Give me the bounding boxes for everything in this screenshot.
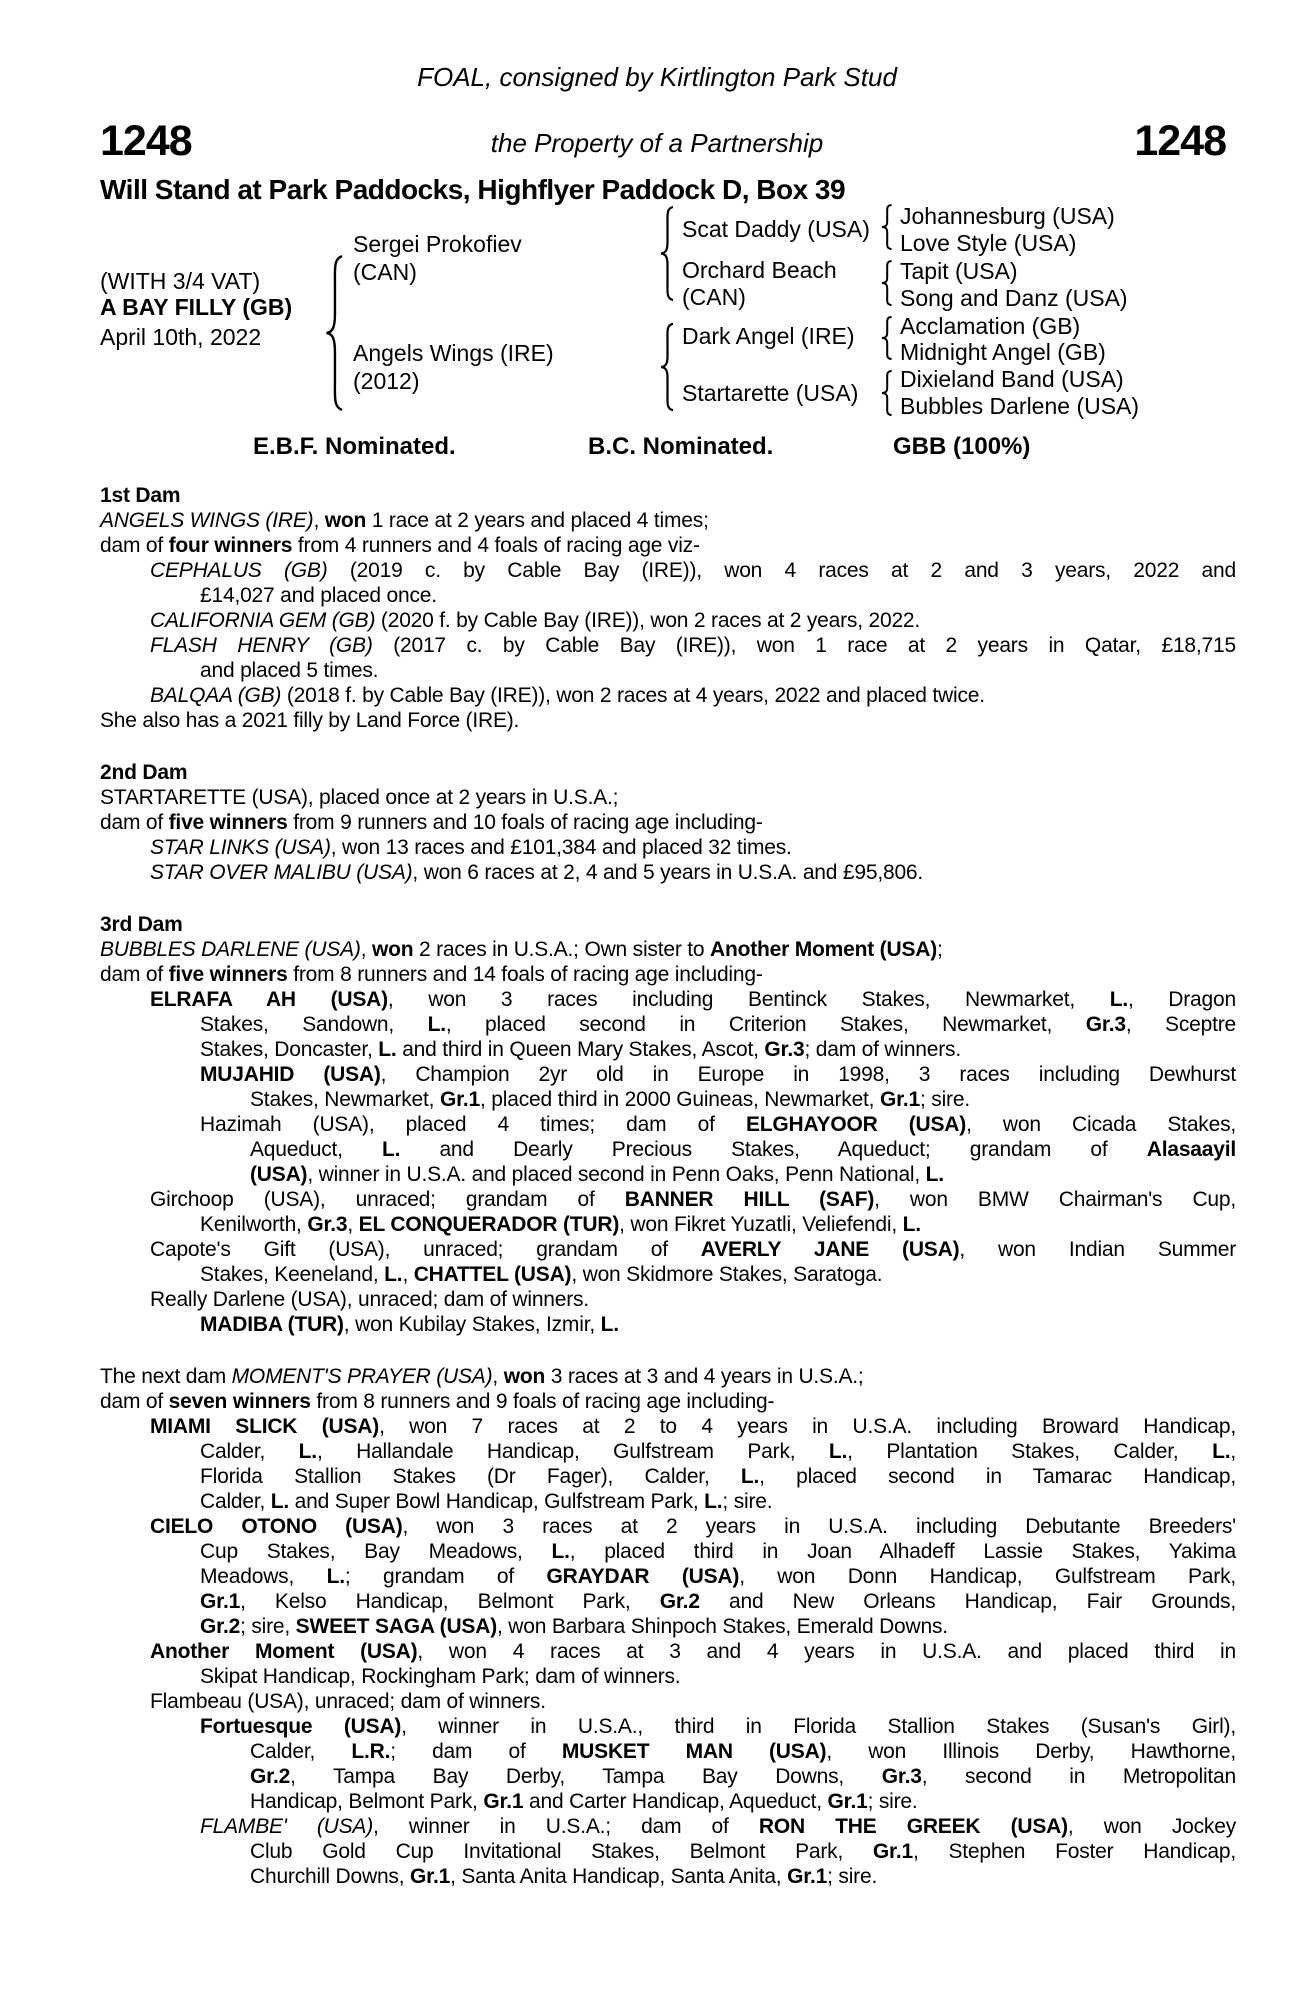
catalogue-line: CALIFORNIA GEM (GB) (2020 f. by Cable Bay (IRE)), won 2 races at 2 years, 2022. <box>150 609 921 632</box>
catalogue-line: Fortuesque (USA), winner in U.S.A., third in Florida Stallion Stakes (Susan's Girl), <box>200 1715 1236 1738</box>
pedigree-ancestor: Song and Danz (USA) <box>900 285 1128 311</box>
brace-left-icon <box>878 260 894 306</box>
pedigree-ancestor: Dark Angel (IRE) <box>682 323 855 349</box>
pedigree-section <box>100 483 1236 733</box>
catalogue-line: Another Moment (USA), won 4 races at 3 and 4 years in U.S.A. and placed third in <box>150 1640 1236 1663</box>
section-heading: 3rd Dam <box>100 913 183 936</box>
catalogue-body <box>100 483 1236 1889</box>
catalogue-line: Capote's Gift (USA), unraced; grandam of AVERLY JANE (USA), won Indian Summer <box>150 1238 1236 1261</box>
catalogue-line: FLAMBE' (USA), winner in U.S.A.; dam of RON THE GREEK (USA), won Jockey <box>200 1815 1237 1838</box>
pedigree-ancestor: (CAN) <box>682 284 746 310</box>
pedigree-ancestor: Tapit (USA) <box>900 258 1018 284</box>
brace-left-icon <box>878 370 894 416</box>
catalogue-line: Stakes, Newmarket, Gr.1, placed third in 2000 Guineas, Newmarket, Gr.1; sire. <box>250 1088 970 1111</box>
foaling-date: April 10th, 2022 <box>100 324 262 350</box>
catalogue-line: dam of five winners from 8 runners and 14 foals of racing age including- <box>100 963 763 986</box>
consignment-line: FOAL, consigned by Kirtlington Park Stud <box>417 62 897 92</box>
catalogue-line: Gr.1, Kelso Handicap, Belmont Park, Gr.2 and New Orleans Handicap, Fair Grounds, <box>200 1590 1236 1613</box>
catalogue-line: dam of seven winners from 8 runners and 9 foals of racing age including- <box>100 1390 775 1413</box>
catalogue-line: Churchill Downs, Gr.1, Santa Anita Handicap, Santa Anita, Gr.1; sire. <box>250 1865 878 1888</box>
pedigree-section <box>100 912 1236 1337</box>
brace-left-icon <box>656 322 676 412</box>
catalogue-line: ELRAFA AH (USA), won 3 races including Bentinck Stakes, Newmarket, L., Dragon <box>150 988 1236 1011</box>
catalogue-line: Handicap, Belmont Park, Gr.1 and Carter Handicap, Aqueduct, Gr.1; sire. <box>250 1790 918 1813</box>
pedigree-ancestor: Startarette (USA) <box>682 380 859 406</box>
sire-suffix: (CAN) <box>353 259 417 285</box>
catalogue-line: Gr.2, Tampa Bay Derby, Tampa Bay Downs, Gr.3, second in Metropolitan <box>250 1765 1236 1788</box>
pedigree-ancestor: Bubbles Darlene (USA) <box>900 393 1140 419</box>
pedigree-ancestor: Orchard Beach <box>682 257 837 283</box>
catalogue-line: Calder, L.R.; dam of MUSKET MAN (USA), won Illinois Derby, Hawthorne, <box>250 1740 1236 1763</box>
catalogue-line: The next dam MOMENT'S PRAYER (USA), won 3 races at 3 and 4 years in U.S.A.; <box>100 1365 864 1388</box>
catalogue-line: STAR LINKS (USA), won 13 races and £101,384 and placed 32 times. <box>150 836 792 859</box>
pedigree-ancestor: Johannesburg (USA) <box>900 203 1115 229</box>
lot-number-left: 1248 <box>100 117 192 165</box>
dam-name: Angels Wings (IRE) <box>353 340 554 366</box>
vat-note: (WITH 3/4 VAT) <box>100 268 261 294</box>
catalogue-line: CEPHALUS (GB) (2019 c. by Cable Bay (IRE)), won 4 races at 2 and 3 years, 2022 and <box>150 559 1236 582</box>
catalogue-line: STAR OVER MALIBU (USA), won 6 races at 2, 4 and 5 years in U.S.A. and £95,806. <box>150 861 924 884</box>
bc-nomination: B.C. Nominated. <box>588 433 774 460</box>
pedigree-table <box>100 200 1236 430</box>
sire-name: Sergei Prokofiev <box>353 231 522 257</box>
horse-name: A BAY FILLY (GB) <box>100 294 293 320</box>
catalogue-line: (USA), winner in U.S.A. and placed second in Penn Oaks, Penn National, L. <box>250 1163 944 1186</box>
catalogue-line: BALQAA (GB) (2018 f. by Cable Bay (IRE)), won 2 races at 4 years, 2022 and placed twice. <box>150 684 985 707</box>
catalogue-line: Stakes, Keeneland, L., CHATTEL (USA), won Skidmore Stakes, Saratoga. <box>200 1263 883 1286</box>
catalogue-line: Really Darlene (USA), unraced; dam of winners. <box>150 1288 589 1311</box>
catalogue-line: £14,027 and placed once. <box>200 584 437 607</box>
catalogue-line: Calder, L. and Super Bowl Handicap, Gulfstream Park, L.; sire. <box>200 1490 773 1513</box>
catalogue-line: BUBBLES DARLENE (USA), won 2 races in U.S.A.; Own sister to Another Moment (USA); <box>100 938 943 961</box>
pedigree-ancestor: Dixieland Band (USA) <box>900 366 1124 392</box>
catalogue-line: Flambeau (USA), unraced; dam of winners. <box>150 1690 546 1713</box>
brace-left-icon <box>878 204 894 250</box>
catalogue-line: Girchoop (USA), unraced; grandam of BANNER HILL (SAF), won BMW Chairman's Cup, <box>150 1188 1237 1211</box>
property-line: the Property of a Partnership <box>490 128 824 158</box>
pedigree-ancestor: Acclamation (GB) <box>900 313 1081 339</box>
gbb-status: GBB (100%) <box>893 433 1031 460</box>
catalogue-line: Meadows, L.; grandam of GRAYDAR (USA), won Donn Handicap, Gulfstream Park, <box>200 1565 1237 1588</box>
catalogue-line: MUJAHID (USA), Champion 2yr old in Europe in 1998, 3 races including Dewhurst <box>200 1063 1236 1086</box>
catalogue-line: Calder, L., Hallandale Handicap, Gulfstream Park, L., Plantation Stakes, Calder, L., <box>200 1440 1236 1463</box>
catalogue-line: MADIBA (TUR), won Kubilay Stakes, Izmir, L. <box>200 1313 619 1336</box>
catalogue-line: dam of four winners from 4 runners and 4 foals of racing age viz- <box>100 534 700 557</box>
pedigree-section <box>100 1364 1236 1889</box>
stand-location: Will Stand at Park Paddocks, Highflyer Paddock D, Box 39 <box>100 174 846 205</box>
catalogue-line: Skipat Handicap, Rockingham Park; dam of winners. <box>200 1665 681 1688</box>
brace-left-icon <box>878 316 894 360</box>
catalogue-line: Stakes, Doncaster, L. and third in Queen Mary Stakes, Ascot, Gr.3; dam of winners. <box>200 1038 961 1061</box>
pedigree-section <box>100 760 1236 885</box>
catalogue-line: ANGELS WINGS (IRE), won 1 race at 2 years and placed 4 times; <box>100 509 709 532</box>
dam-year: (2012) <box>353 368 420 394</box>
catalogue-line: CIELO OTONO (USA), won 3 races at 2 years in U.S.A. including Debutante Breeders' <box>150 1515 1236 1538</box>
catalogue-line: MIAMI SLICK (USA), won 7 races at 2 to 4 years in U.S.A. including Broward Handicap, <box>150 1415 1236 1438</box>
pedigree-ancestor: Midnight Angel (GB) <box>900 339 1106 365</box>
catalogue-line: Stakes, Sandown, L., placed second in Criterion Stakes, Newmarket, Gr.3, Sceptre <box>200 1013 1236 1036</box>
ebf-nomination: E.B.F. Nominated. <box>253 433 456 460</box>
catalogue-line: She also has a 2021 filly by Land Force (IRE). <box>100 709 520 732</box>
catalogue-line: Hazimah (USA), placed 4 times; dam of ELGHAYOOR (USA), won Cicada Stakes, <box>200 1113 1237 1136</box>
section-heading: 1st Dam <box>100 484 181 507</box>
catalogue-line: Gr.2; sire, SWEET SAGA (USA), won Barbara Shinpoch Stakes, Emerald Downs. <box>200 1615 948 1638</box>
catalogue-line: and placed 5 times. <box>200 659 379 682</box>
catalogue-line: FLASH HENRY (GB) (2017 c. by Cable Bay (IRE)), won 1 race at 2 years in Qatar, £18,715 <box>150 634 1236 657</box>
catalogue-line: STARTARETTE (USA), placed once at 2 years in U.S.A.; <box>100 786 619 809</box>
catalogue-line: Kenilworth, Gr.3, EL CONQUERADOR (TUR), won Fikret Yuzatli, Veliefendi, L. <box>200 1213 921 1236</box>
brace-left-icon <box>656 205 676 302</box>
catalogue-line: Florida Stallion Stakes (Dr Fager), Calder, L., placed second in Tamarac Handicap, <box>200 1465 1236 1488</box>
catalogue-line: Club Gold Cup Invitational Stakes, Belmont Park, Gr.1, Stephen Foster Handicap, <box>250 1840 1236 1863</box>
catalogue-line: Cup Stakes, Bay Meadows, L., placed third in Joan Alhadeff Lassie Stakes, Yakima <box>200 1540 1236 1563</box>
section-heading: 2nd Dam <box>100 761 188 784</box>
lot-number-right: 1248 <box>1134 117 1226 165</box>
pedigree-ancestor: Love Style (USA) <box>900 230 1077 256</box>
catalogue-line: Aqueduct, L. and Dearly Precious Stakes, Aqueduct; grandam of Alasaayil <box>250 1138 1236 1161</box>
pedigree-ancestor: Scat Daddy (USA) <box>682 216 870 242</box>
catalogue-line: dam of five winners from 9 runners and 10 foals of racing age including- <box>100 811 763 834</box>
brace-left-icon <box>320 253 346 413</box>
